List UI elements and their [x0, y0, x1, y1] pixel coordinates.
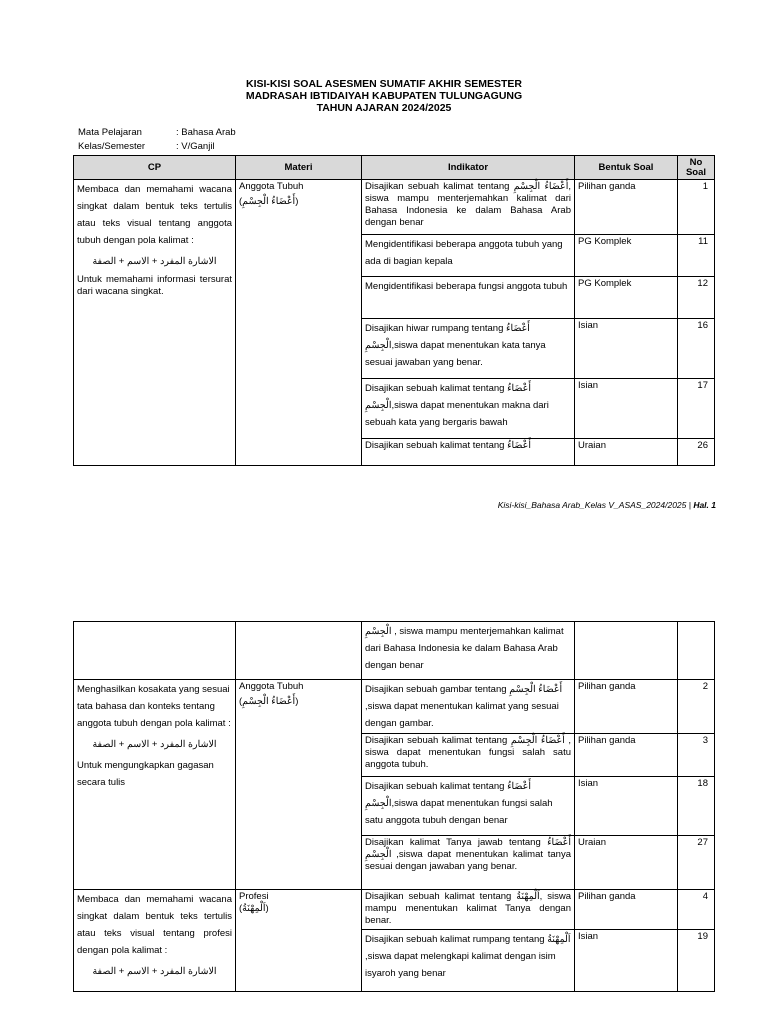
indikator-cell: Mengidentifikasi beberapa anggota tubuh yang ada di bagian kepala — [362, 235, 575, 277]
no-cell: 2 — [678, 680, 715, 734]
footer-text: Kisi-kisi_Bahasa Arab_Kelas V_ASAS_2024/2025 | — [497, 500, 694, 510]
no-cell: 27 — [678, 836, 715, 890]
bentuk-cell: Pilihan ganda — [575, 890, 678, 930]
indikator-cell: Disajikan sebuah kalimat tentang أَعْضَاءُ — [362, 439, 575, 466]
indikator-cell: Disajikan kalimat Tanya jawab tentang أَعْضَاءُ الْجِسْمِ ,siswa dapat menentukan kalimat tanya sesuai dengan jawaban yang benar. — [362, 836, 575, 890]
indikator-cell: Disajikan sebuah kalimat tentang أَعْضَاءُ الْجِسْمِ , siswa dapat menentukan fungsi salah satu anggota tubuh. — [362, 734, 575, 777]
subject-label: Mata Pelajaran — [78, 127, 142, 138]
bentuk-cell: PG Komplek — [575, 277, 678, 319]
cp-purpose: Untuk memahami informasi tersurat dari wacana singkat. — [77, 274, 232, 297]
cp-cell — [74, 890, 236, 992]
indikator-cell: Disajikan sebuah kalimat tentang أَعْضَاءُ الْجِسْمِ,siswa dapat menentukan fungsi salah satu anggota tubuh dengan benar — [362, 777, 575, 836]
page-footer — [498, 500, 716, 510]
materi-cell — [236, 680, 362, 890]
col-indikator: Indikator — [362, 156, 575, 180]
cp-arabic-pattern: الاشارة المفرد + الاسم + الصفة — [92, 966, 217, 977]
indikator-cell: Disajikan sebuah kalimat tentang أَعْضَاءُ الْجِسْمِ, siswa mampu menterjemahkan kalimat dari Bahasa Indonesia ke dalam Bahasa Arab dengan benar — [362, 180, 575, 235]
no-cell: 16 — [678, 319, 715, 379]
materi-cell — [236, 180, 362, 466]
header-title: KISI-KISI SOAL ASESMEN SUMATIF AKHIR SEMESTER — [246, 78, 522, 90]
bentuk-cell: Uraian — [575, 836, 678, 890]
header-school: MADRASAH IBTIDAIYAH KABUPATEN TULUNGAGUNG — [245, 90, 523, 102]
materi-arabic: (اَلْمِهْنَةُ) — [239, 903, 269, 914]
no-cell: 17 — [678, 379, 715, 439]
document-header — [0, 78, 768, 114]
kisi-table-page1 — [73, 155, 715, 466]
cp-arabic-pattern: الاشارة المفرد + الاسم + الصفة — [92, 739, 217, 750]
class-label: Kelas/Semester — [78, 141, 146, 152]
footer-page: Hal. 1 — [693, 500, 716, 510]
table-header-row — [74, 156, 715, 180]
materi-name: Anggota Tubuh — [239, 181, 304, 192]
no-cell: 18 — [678, 777, 715, 836]
no-cell — [678, 622, 715, 680]
cp-cell — [74, 180, 236, 466]
bentuk-cell: Uraian — [575, 439, 678, 466]
cp-arabic-pattern: الاشارة المفرد + الاسم + الصفة — [92, 256, 217, 267]
header-year: TAHUN AJARAN 2024/2025 — [316, 102, 452, 114]
indikator-cell: Mengidentifikasi beberapa fungsi anggota tubuh — [362, 277, 575, 319]
no-cell: 26 — [678, 439, 715, 466]
materi-name: Anggota Tubuh — [239, 681, 304, 692]
materi-arabic: (أَعْضَاءُ الْجِسْمِ) — [239, 696, 299, 707]
cp-text: Menghasilkan kosakata yang sesuai tata bahasa dan konteks tentang anggota tubuh dengan pola kalimat : — [77, 684, 231, 729]
meta-class — [78, 141, 215, 152]
indikator-cell: Disajikan hiwar rumpang tentang أَعْضَاءُ الْجِسْمِ,siswa dapat menentukan kata tanya sesuai jawaban yang benar. — [362, 319, 575, 379]
cp-purpose: Untuk mengungkapkan gagasan secara tulis — [77, 760, 214, 788]
materi-name: Profesi — [239, 891, 269, 902]
bentuk-cell: PG Komplek — [575, 235, 678, 277]
bentuk-cell: Pilihan ganda — [575, 680, 678, 734]
no-cell: 3 — [678, 734, 715, 777]
col-materi: Materi — [236, 156, 362, 180]
materi-cell — [236, 622, 362, 680]
indikator-cell: Disajikan sebuah kalimat rumpang tentang اَلْمِهْنَةُ ,siswa dapat melengkapi kalimat dengan isim isyaroh yang benar — [362, 930, 575, 992]
cp-text: Membaca dan memahami wacana singkat dalam bentuk teks tertulis atau teks visual tentang anggota tubuh dengan pola kalimat : — [77, 184, 232, 246]
no-cell: 19 — [678, 930, 715, 992]
bentuk-cell: Isian — [575, 930, 678, 992]
cp-text: Membaca dan memahami wacana singkat dalam bentuk teks tertulis atau teks visual tentang profesi dengan pola kalimat : — [77, 894, 232, 956]
subject-value: : Bahasa Arab — [176, 127, 236, 138]
table-row — [74, 680, 715, 734]
kisi-table-page2 — [73, 621, 715, 992]
no-cell: 1 — [678, 180, 715, 235]
indikator-cell: Disajikan sebuah kalimat tentang أَعْضَاءُ الْجِسْمِ,siswa dapat menentukan makna dari sebuah kata yang bergaris bawah — [362, 379, 575, 439]
col-cp: CP — [74, 156, 236, 180]
indikator-cell: Disajikan sebuah kalimat tentang اَلْمِهْنَةُ, siswa mampu menentukan kalimat Tanya dengan benar. — [362, 890, 575, 930]
bentuk-cell: Isian — [575, 777, 678, 836]
class-value: : V/Ganjil — [176, 141, 215, 152]
bentuk-cell: Pilihan ganda — [575, 180, 678, 235]
table-row — [74, 180, 715, 235]
no-cell: 12 — [678, 277, 715, 319]
cp-cell — [74, 622, 236, 680]
bentuk-cell: Pilihan ganda — [575, 734, 678, 777]
no-cell: 4 — [678, 890, 715, 930]
bentuk-cell: Isian — [575, 379, 678, 439]
materi-arabic: (أَعْضَاءُ الْجِسْمِ) — [239, 196, 299, 207]
indikator-cell: الْجِسْمِ , siswa mampu menterjemahkan kalimat dari Bahasa Indonesia ke dalam Bahasa Arab dengan benar — [362, 622, 575, 680]
meta-subject — [78, 127, 236, 138]
col-bentuk: Bentuk Soal — [575, 156, 678, 180]
table-row — [74, 890, 715, 930]
cp-cell — [74, 680, 236, 890]
materi-cell — [236, 890, 362, 992]
bentuk-cell — [575, 622, 678, 680]
indikator-cell: Disajikan sebuah gambar tentang أَعْضَاءُ الْجِسْمِ ,siswa dapat menentukan kalimat yang sesuai dengan gambar. — [362, 680, 575, 734]
no-cell: 11 — [678, 235, 715, 277]
bentuk-cell: Isian — [575, 319, 678, 379]
col-no: No Soal — [678, 156, 715, 180]
table-row — [74, 622, 715, 680]
